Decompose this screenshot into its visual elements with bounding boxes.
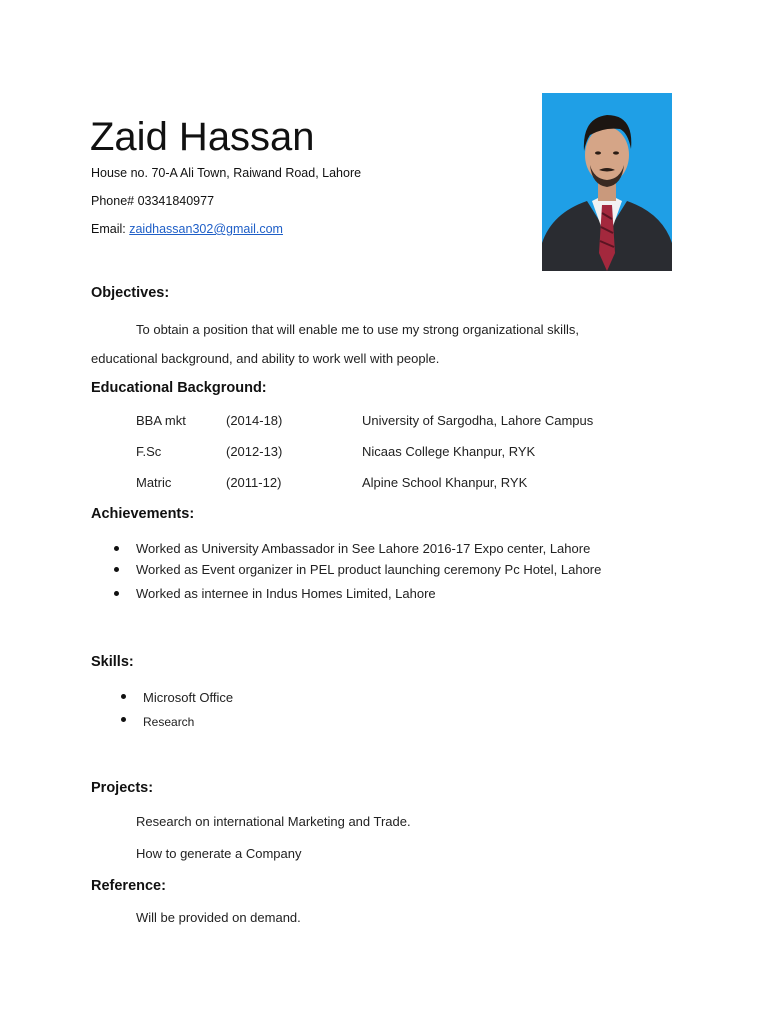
education-years: (2012-13) [226, 444, 283, 459]
education-institution: Alpine School Khanpur, RYK [362, 475, 528, 490]
education-years: (2011-12) [226, 475, 282, 490]
phone-line: Phone# 03341840977 [91, 194, 215, 208]
education-degree: F.Sc [136, 444, 162, 459]
project-text: How to generate a Company [136, 846, 302, 861]
project-text: Research on international Marketing and Trade. [136, 814, 411, 829]
education-degree: Matric [136, 475, 172, 490]
education-degree: BBA mkt [136, 413, 186, 428]
bullet-icon [121, 717, 126, 722]
education-institution: Nicaas College Khanpur, RYK [362, 444, 536, 459]
skill-text: Research [143, 715, 195, 729]
reference-heading: Reference: [91, 878, 166, 894]
objective-text-line-1: To obtain a position that will enable me to use my strong organizational skills, [136, 322, 579, 337]
bullet-icon [114, 591, 119, 596]
objectives-heading: Objectives: [91, 285, 170, 301]
email-link[interactable]: zaidhassan302@gmail.com [129, 222, 283, 236]
email-label: Email: [91, 222, 126, 236]
bullet-icon [121, 694, 126, 699]
profile-photo [542, 93, 672, 271]
bullet-icon [114, 567, 119, 572]
achievement-text: Worked as University Ambassador in See Lahore 2016-17 Expo center, Lahore [136, 541, 591, 556]
education-years: (2014-18) [226, 413, 283, 428]
portrait-illustration [542, 93, 672, 271]
email-line [91, 221, 283, 237]
projects-heading: Projects: [91, 780, 154, 796]
skill-text: Microsoft Office [143, 690, 234, 705]
achievements-heading: Achievements: [91, 506, 195, 522]
address-line: House no. 70-A Ali Town, Raiwand Road, Lahore [91, 166, 362, 180]
bullet-icon [114, 546, 119, 551]
education-heading: Educational Background: [91, 380, 267, 396]
education-institution: University of Sargodha, Lahore Campus [362, 413, 594, 428]
skills-heading: Skills: [91, 654, 134, 670]
candidate-name: Zaid Hassan [90, 115, 315, 159]
objective-text-line-2: educational background, and ability to work well with people. [91, 351, 440, 366]
achievement-text: Worked as Event organizer in PEL product launching ceremony Pc Hotel, Lahore [136, 562, 602, 577]
reference-text: Will be provided on demand. [136, 910, 301, 925]
achievement-text: Worked as internee in Indus Homes Limited, Lahore [136, 586, 436, 601]
